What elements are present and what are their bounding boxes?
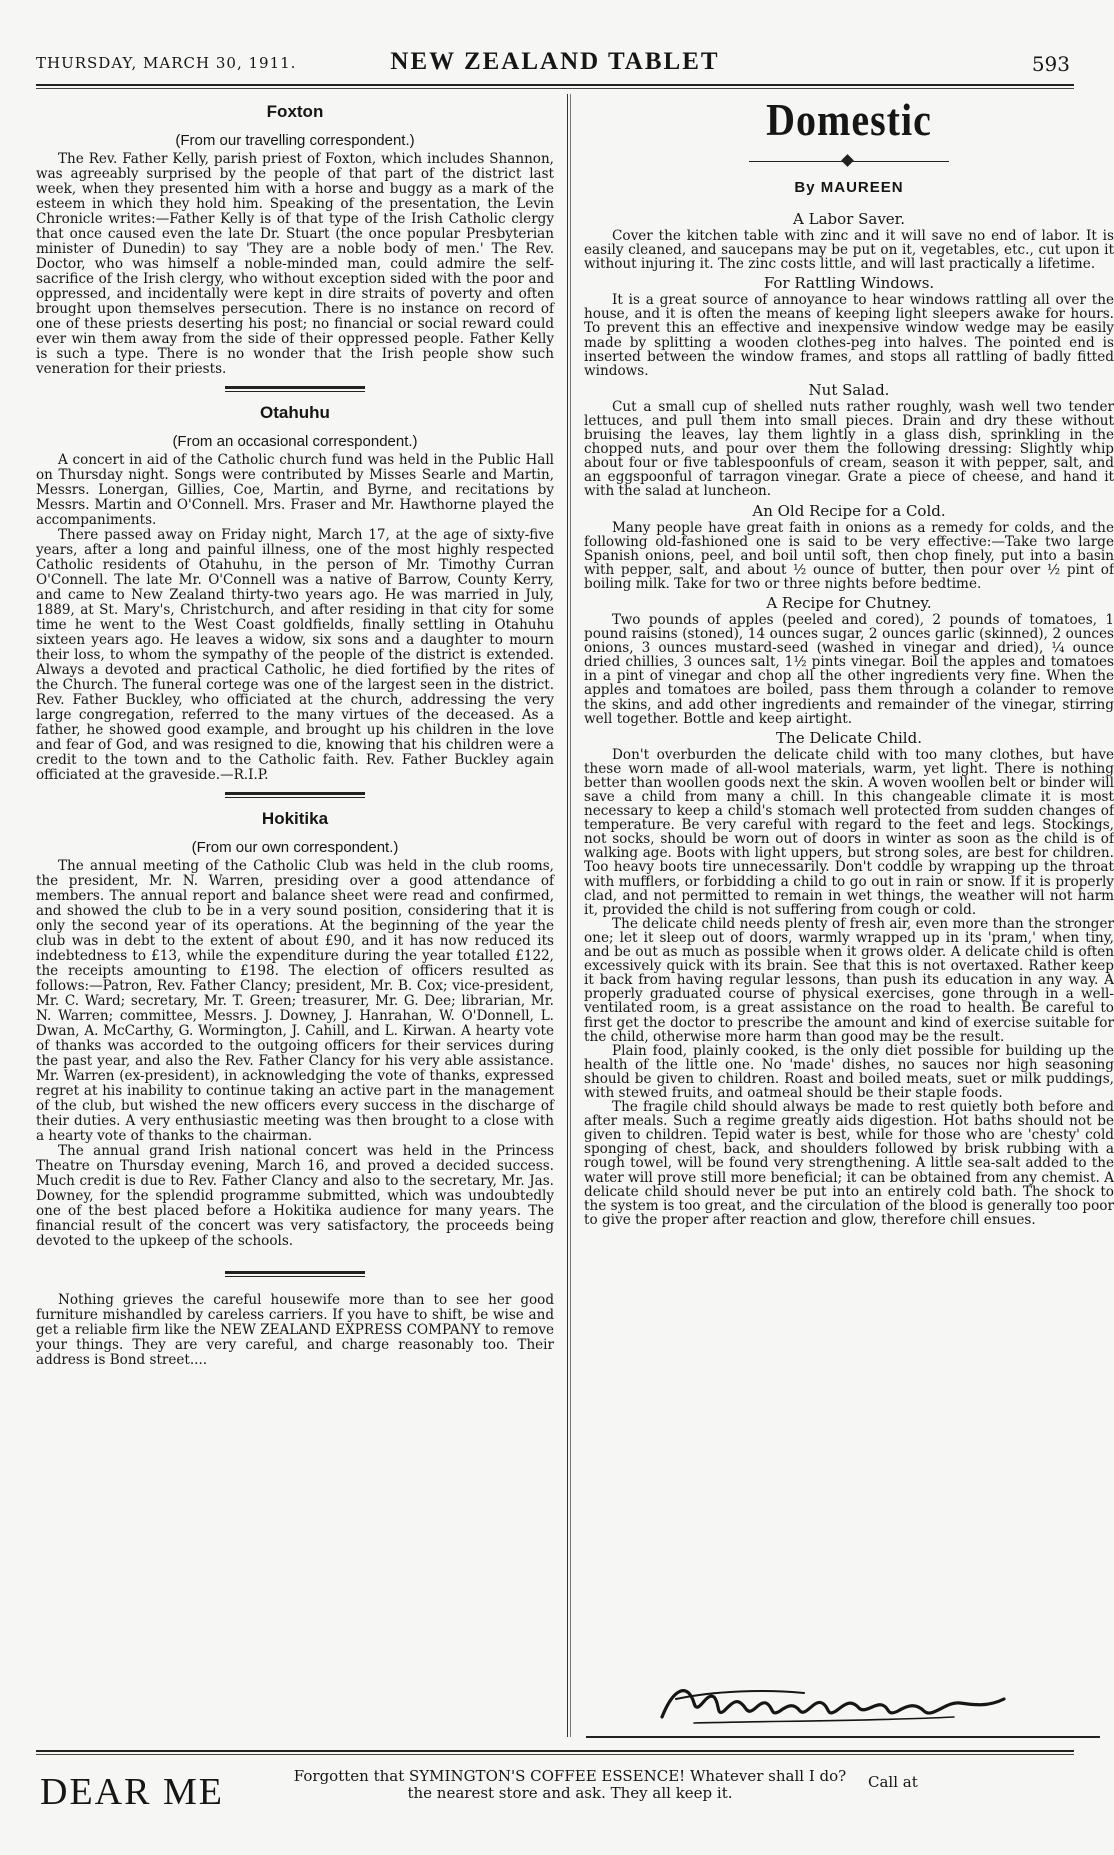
issue-date: THURSDAY, MARCH 30, 1911. [36,54,297,72]
maureen-signature [654,1677,1014,1729]
masthead [36,48,1074,78]
header-rule-thin [36,88,1074,89]
article-paragraph: The Rev. Father Kelly, parish priest of Foxton, which includes Shannon, was agreeably surprised by the people of that part of the district last week, when they presented him with a horse and buggy as a mark of the esteem in which they hold him. Speaking of the presentation, the Levin Chronicle writes:—Father Kelly is of that type of the Irish Catholic clergy that once caused even the late Dr. Stuart (the once popular Presbyterian minister of Dunedin) to say 'They are a noble body of men.' The Rev. Doctor, who was himself a noble-minded man, could admire the self-sacrifice of the Irish clergy, who without exception sided with the poor and oppressed, and incidentally were kept in dire straits of poverty and often brought upon themselves persecution. There is no instance on record of one of these priests deserting his post; no financial or social reward could ever win them away from the side of their oppressed people. Father Kelly is such a type. There is no wonder that the Irish people show such veneration for their priests. [36,151,554,377]
section-rattling-windows [584,274,1114,378]
section-separator [225,1271,365,1277]
section-paragraph: It is a great source of annoyance to hear windows rattling all over the house, and it is often the means of keeping light sleepers awake for hours. To prevent this an effective and inexpensive window wedge may be easily made by splitting a wooden clothes-peg into halves. The pointed end is inserted between the window frames, and stops all rattling of badly fitted windows. [584,292,1114,379]
furniture-notice-block [36,1271,554,1368]
section-delicate-child [584,729,1114,1227]
ad-text: Forgotten that SYMINGTON'S COFFEE ESSENCE! Whatever shall I do? the nearest store and ask. They all keep it. [293,1767,847,1802]
section-heading: An Old Recipe for a Cold. [752,501,946,520]
article-paragraph: There passed away on Friday night, March 17, at the age of sixty-five years, after a long and painful illness, one of the most highly respected Catholic residents of Otahuhu, in the person of Mr. Timothy Curran O'Connell. The late Mr. O'Connell was a native of Barrow, County Kerry, and came to New Zealand thirty-two years ago. He was married in July, 1889, at St. Mary's, Christchurch, and after residing in that city for some time he went to the West Coast goldfields, finally settling in Otahuhu sixteen years ago. He leaves a widow, six sons and a daughter to mourn their loss, to whom the sympathy of the people of the district is extended. Always a devoted and practical Catholic, he died fortified by the rites of the Church. The funeral cortege was one of the largest seen in the district. Rev. Father Buckley, who officiated at the church, addressing the very large congregation, referred to the many virtues of the deceased. As a father, he showed good example, and brought up his children in the love and fear of God, and was resigned to die, knowing that his children were a credit to the town and to the Catholic faith. Rev. Father Buckley again officiated at the graveside.—R.I.P. [36,527,554,783]
footer-rule-thin [36,1754,1074,1755]
byline: By MAUREEN [794,179,904,196]
correspondent-line: (From an occasional correspondent.) [172,433,418,450]
article-title: Hokitika [261,809,329,828]
right-column [584,93,1114,1228]
article-paragraph: A concert in aid of the Catholic church fund was held in the Public Hall on Thursday night. Songs were contributed by Misses Searle and Martin, Messrs. Lonergan, Gillies, Coe, Martin, and Byrne, and recitations by Messrs. Martin and O'Connell. Mrs. Fraser and Mr. Hawthorne played the accompaniments. [36,452,554,528]
ad-headline: DEAR ME [40,1771,224,1813]
section-paragraph: Plain food, plainly cooked, is the only diet possible for building up the health of the little one. No 'made' dishes, no sauces nor high seasoning should be given to children. Roast and boiled meats, suet or milk puddings, with stewed fruits, and oatmeal should be their staple foods. [584,1042,1114,1101]
article-title: Foxton [266,102,324,121]
column-divider-thin [570,94,571,1737]
article-title: Otahuhu [260,403,330,422]
ornament-divider [749,155,949,169]
section-heading: For Rattling Windows. [763,274,935,293]
section-separator [225,792,365,798]
ad-call: Call at [868,1773,918,1791]
section-heading: Nut Salad. [808,380,890,399]
article-hokitika [36,809,554,1249]
section-separator [225,386,365,392]
correspondent-line: (From our travelling correspondent.) [175,132,415,149]
furniture-notice: Nothing grieves the careful housewife more than to see her good furniture mishandled by careless carriers. If you have to shift, be wise and get a reliable firm like the NEW ZEALAND EXPRESS COMPANY to remove your things. They are very careful, and charge reasonably too. Their address is Bond street.... [36,1292,554,1368]
left-column [36,96,554,1368]
section-labor-saver [584,210,1114,271]
section-paragraph: Cut a small cup of shelled nuts rather roughly, wash well two tender lettuces, and pull them into small pieces. Drain and dry these without bruising the leaves, lay them lightly in a glass dish, sprinkling in the chopped nuts, and pour over them the following dressing: Slightly whip about four or five tablespoonfuls of cream, season it with pepper, salt, and an eggspoonful of tarragon vinegar. Grate a piece of cheese, and hand it with the salad at luncheon. [584,398,1114,500]
article-foxton [36,102,554,377]
section-paragraph: Many people have great faith in onions as a remedy for colds, and the following old-fashioned one is said to be very effective:—Take two large Spanish onions, peel, and boil until soft, then chop finely, put into a basin with pepper, salt, and about ½ ounce of butter, then pour over ½ pint of boiling milk. Take for two or three nights before bedtime. [584,519,1114,592]
column-title: Domestic [766,93,932,146]
section-nut-salad [584,381,1114,499]
section-paragraph: The delicate child needs plenty of fresh air, even more than the stronger one; let it sleep out of doors, warmly wrapped up in its 'pram,' when tiny, and be out as much as possible when it grows older. A delicate child is often excessively quick with its brain. See that this is not overtaxed. Rather keep it back from having regular lessons, than push its education in any way. A properly graduated course of physical exercises, gone through in a well-ventilated room, is a great assistance on the road to health. Be careful to first get the doctor to prescribe the amount and kind of exercise suitable for the child, otherwise more harm than good may be the result. [584,915,1114,1045]
section-cold-recipe [584,502,1114,591]
footer-rule [36,1750,1074,1752]
column-divider [567,94,568,1737]
section-heading: A Labor Saver. [793,210,905,228]
header-rule [36,84,1074,86]
section-paragraph: Cover the kitchen table with zinc and it will save no end of labor. It is easily cleaned, and saucepans may be put on it, vegetables, etc., cut upon it without injuring it. The zinc costs little, and will last practically a lifetime. [584,228,1114,273]
section-heading: A Recipe for Chutney. [766,593,932,612]
section-paragraph: Two pounds of apples (peeled and cored), 2 pounds of tomatoes, 1 pound raisins (stoned), 14 ounces sugar, 2 ounces garlic (skinned), 2 ounces onions, 3 ounces mustard-seed (washed in vinegar and dried), ¼ ounce dried chillies, 3 ounces salt, 1½ pints vinegar. Boil the apples and tomatoes in a pint of vinegar and chop all the other ingredients very fine. When the apples and tomatoes are boiled, pass them through a colander to remove the skins, and add other ingredients and remainder of the vinegar, stirring well together. Bottle and keep airtight. [584,611,1114,727]
section-heading: The Delicate Child. [776,728,922,747]
diamond-icon [841,154,854,167]
article-otahuhu [36,403,554,783]
correspondent-line: (From our own correspondent.) [191,839,399,856]
section-paragraph: The fragile child should always be made to rest quietly both before and after meals. Such a regime greatly aids digestion. Hot baths should not be given to children. Tepid water is best, while for those who are 'chesty' cold sponging of chest, back, and shoulders followed by brisk rubbing with a rough towel, will be found very strengthening. A little sea-salt added to the water will prove still more beneficial; it can be obtained from any chemist. A delicate child should never be put into an entirely cold bath. The shock to the system is too great, and the circulation of the blood is generally too poor to give the proper after reaction and glow, therefore chill ensues. [584,1099,1114,1228]
article-paragraph: The annual grand Irish national concert was held in the Princess Theatre on Thursday evening, March 16, and proved a decided success. Much credit is due to Rev. Father Clancy and also to the secretary, Mr. Jas. Downey, for the splendid programme submitted, which was undoubtedly one of the best placed before a Hokitika audience for many years. The financial result of the concert was very satisfactory, the proceeds being devoted to the upkeep of the schools. [36,1143,554,1249]
article-paragraph: The annual meeting of the Catholic Club was held in the club rooms, the president, Mr. N. Warren, presiding over a good attendance of members. The annual report and balance sheet were read and confirmed, and showed the club to be in a very sound position, considering that it is only the second year of its operations. At the beginning of the year the club was in debt to the extent of about £90, and it has now reduced its indebtedness to £13, while the expenditure during the year totalled £122, the receipts amounting to £198. The election of officers resulted as follows:—Patron, Rev. Father Clancy; president, Mr. B. Cox; vice-president, Mr. C. Ward; secretary, Mr. T. Green; treasurer, Mr. G. Dee; librarian, Mr. N. Warren; committee, Messrs. J. Downey, J. Hanrahan, W. O'Donnell, L. Dwan, A. McCarthy, G. Wormington, J. Cahill, and L. Kirwan. A hearty vote of thanks was accorded to the outgoing officers for their services during the past year, and also the Rev. Father Clancy for his very able assistance. Mr. Warren (ex-president), in acknowledging the vote of thanks, expressed regret at his inability to continue taking an active part in the management of the club, but wished the new officers every success in the discharge of their duties. A very enthusiastic meeting was then brought to a close with a hearty vote of thanks to the chairman. [36,858,554,1144]
page-number: 593 [1031,52,1070,76]
section-paragraph: Don't overburden the delicate child with too many clothes, but have these worn made of all-wool materials, warm, yet light. There is nothing better than woollen goods next the skin. A woven woollen belt or binder will save a child from many a chill. In this changeable climate it is most necessary to keep a child's stomach well protected from sudden changes of temperature. Be very careful with regard to the feet and legs. Stockings, not socks, should be worn out of doors in winter as soon as the child is of walking age. Boots with light uppers, but strong soles, are best for children. Too heavy boots tire unnecessarily. Don't coddle by wrapping up the throat with mufflers, or forbidding a child to go out in rain or snow. If it is properly clad, and not permitted to remain in wet things, the weather will not harm it, provided the child is not suffering from cough or cold. [584,746,1114,918]
newspaper-title: NEW ZEALAND TABLET [390,48,720,75]
column-end-rule [586,1736,1100,1738]
section-chutney [584,594,1114,726]
